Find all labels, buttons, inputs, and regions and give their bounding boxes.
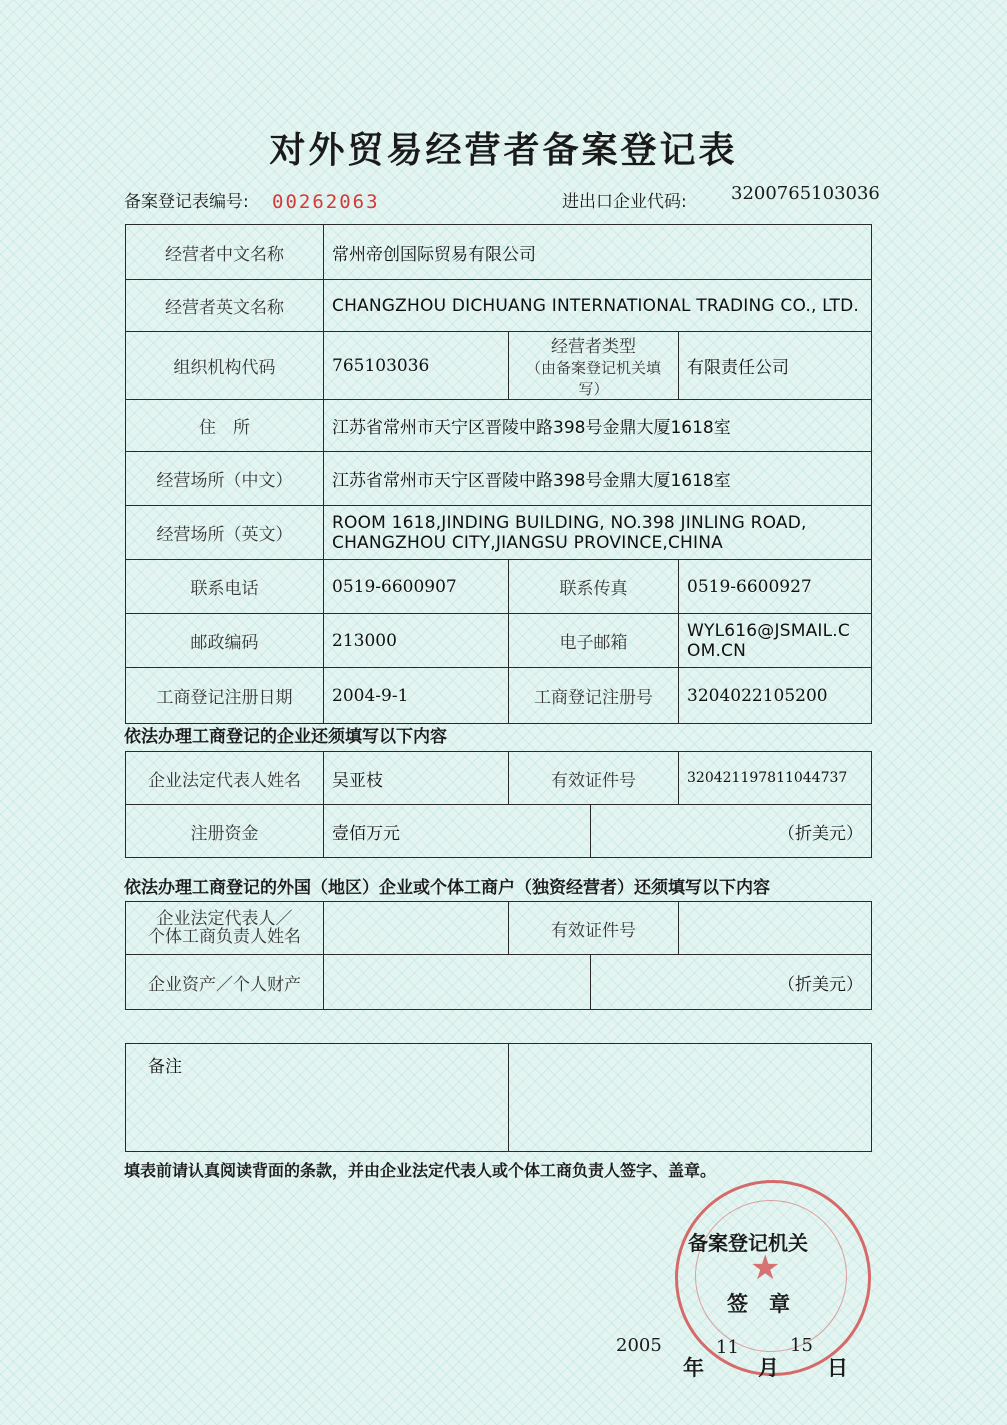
org-code-value: 765103036 <box>324 332 509 400</box>
date-month-value: 11 <box>716 1337 739 1358</box>
en-name-label: 经营者英文名称 <box>126 280 324 332</box>
capital-label: 注册资金 <box>126 805 324 858</box>
legal-entity-table <box>125 751 872 858</box>
date-month-label: 月 <box>758 1356 779 1380</box>
date-day-label: 日 <box>827 1356 848 1380</box>
fax-value: 0519-6600927 <box>679 560 872 614</box>
date-day-value: 15 <box>790 1335 813 1356</box>
remarks-table <box>125 1043 872 1152</box>
place-en-label: 经营场所（英文） <box>126 506 324 560</box>
reg-no-value: 3204022105200 <box>679 668 872 724</box>
authority-label: 备案登记机关 <box>688 1231 808 1255</box>
document-title: 对外贸易经营者备案登记表 <box>269 130 738 171</box>
operator-type-label-cell <box>509 332 679 400</box>
reg-no-label: 工商登记注册号 <box>509 668 679 724</box>
remarks-value <box>509 1044 872 1152</box>
postcode-label: 邮政编码 <box>126 614 324 668</box>
foreign-entity-table <box>125 901 872 1010</box>
reg-date-value: 2004-9-1 <box>324 668 509 724</box>
assets-unit: （折美元） <box>591 955 872 1010</box>
place-en-value <box>324 506 872 560</box>
place-en-line-2: CHANGZHOU CITY,JIANGSU PROVINCE,CHINA <box>332 532 724 553</box>
reg-date-label: 工商登记注册日期 <box>126 668 324 724</box>
email-line-2: OM.CN <box>687 640 747 661</box>
email-value <box>679 614 872 668</box>
remarks-label: 备注 <box>126 1044 509 1152</box>
assets-value <box>324 955 591 1010</box>
operator-type-note: （由备案登记机关填写） <box>525 359 661 398</box>
postcode-value: 213000 <box>324 614 509 668</box>
legal-rep-value: 吴亚枝 <box>324 752 509 805</box>
residence-label: 住 所 <box>126 400 324 452</box>
enterprise-code-label: 进出口企业代码: <box>562 192 687 212</box>
foreign-id-value <box>679 902 872 955</box>
serial-number-value: 00262063 <box>272 191 380 213</box>
phone-label: 联系电话 <box>126 560 324 614</box>
date-year-value: 2005 <box>616 1335 662 1356</box>
serial-number-label: 备案登记表编号: <box>124 192 249 212</box>
main-info-table <box>125 224 872 724</box>
foreign-rep-label <box>126 902 324 955</box>
foreign-id-label: 有效证件号 <box>509 902 679 955</box>
seal-label: 签 章 <box>727 1292 790 1316</box>
fax-label: 联系传真 <box>509 560 679 614</box>
section2-heading: 依法办理工商登记的外国（地区）企业或个体工商户（独资经营者）还须填写以下内容 <box>124 878 770 898</box>
id-number-label: 有效证件号 <box>509 752 679 805</box>
residence-value: 江苏省常州市天宁区晋陵中路398号金鼎大厦1618室 <box>324 400 872 452</box>
capital-unit: （折美元） <box>591 805 872 858</box>
email-line-1: WYL616@JSMAIL.C <box>687 620 850 641</box>
id-number-value: 320421197811044737 <box>679 752 872 805</box>
date-year-label: 年 <box>683 1356 704 1380</box>
place-cn-value: 江苏省常州市天宁区晋陵中路398号金鼎大厦1618室 <box>324 452 872 506</box>
place-en-line-1: ROOM 1618,JINDING BUILDING, NO.398 JINLING ROAD, <box>332 512 807 533</box>
foreign-rep-value <box>324 902 509 955</box>
phone-value: 0519-6600907 <box>324 560 509 614</box>
seal-star-icon: ★ <box>750 1248 781 1288</box>
foreign-rep-label-line-1: 企业法定代表人／ <box>156 909 293 929</box>
org-code-label: 组织机构代码 <box>126 332 324 400</box>
operator-type-label: 经营者类型 <box>551 337 636 357</box>
en-name-value: CHANGZHOU DICHUANG INTERNATIONAL TRADING CO., LTD. <box>324 280 872 332</box>
foreign-rep-label-line-2: 个体工商负责人姓名 <box>148 927 301 947</box>
cn-name-label: 经营者中文名称 <box>126 225 324 280</box>
email-label: 电子邮箱 <box>509 614 679 668</box>
operator-type-value: 有限责任公司 <box>679 332 872 400</box>
assets-label: 企业资产／个人财产 <box>126 955 324 1010</box>
place-cn-label: 经营场所（中文） <box>126 452 324 506</box>
footer-instruction: 填表前请认真阅读背面的条款，并由企业法定代表人或个体工商负责人签字、盖章。 <box>124 1161 717 1180</box>
section1-heading: 依法办理工商登记的企业还须填写以下内容 <box>124 727 447 747</box>
enterprise-code-value: 3200765103036 <box>731 183 880 204</box>
cn-name-value: 常州帝创国际贸易有限公司 <box>324 225 872 280</box>
legal-rep-label: 企业法定代表人姓名 <box>126 752 324 805</box>
capital-value: 壹佰万元 <box>324 805 591 858</box>
